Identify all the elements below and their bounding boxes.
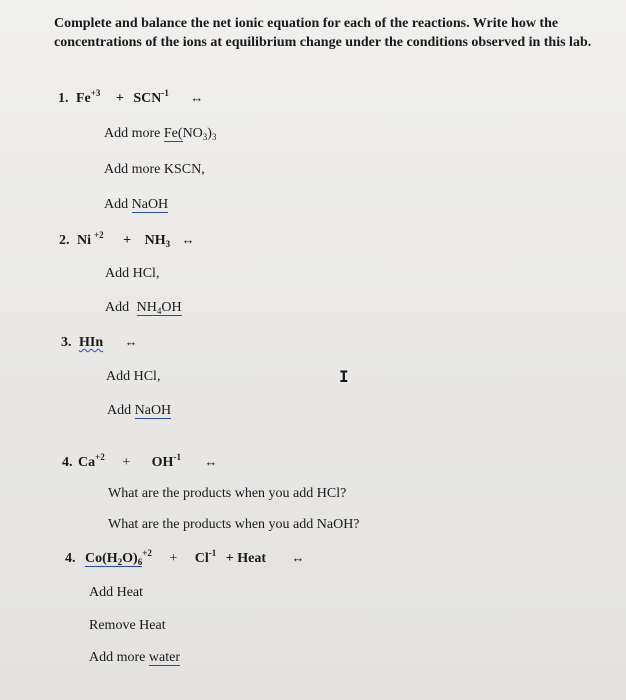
q1-condition-1-sub-a: 3 xyxy=(202,132,208,142)
q1-equation xyxy=(58,90,203,107)
q4b-condition-3-underlined: water xyxy=(148,650,180,665)
q3-condition-2-text: Add xyxy=(107,403,135,418)
q4a-equilibrium-arrow: ↔ xyxy=(204,454,218,469)
q4b-condition-3-text: Add more xyxy=(89,650,149,665)
q1-condition-1 xyxy=(104,126,216,142)
q4a-species-1: Ca xyxy=(78,455,96,470)
q1-equilibrium-arrow: ↔ xyxy=(190,90,204,105)
q1-condition-2: Add more KSCN, xyxy=(104,162,205,177)
q3-number: 3. xyxy=(61,335,72,350)
q2-equation xyxy=(59,232,195,249)
q2-condition-2 xyxy=(105,300,182,316)
text-cursor-icon: I xyxy=(339,367,349,386)
q2-equilibrium-arrow: ↔ xyxy=(181,232,195,247)
q3-equation xyxy=(61,334,138,351)
q1-condition-3-underlined: NaOH xyxy=(131,197,169,212)
q4b-species-2: Cl xyxy=(194,551,209,566)
q2-species-1: Ni xyxy=(77,233,91,248)
q1-condition-1-paren: ) xyxy=(207,126,212,141)
q4b-species-1 xyxy=(85,551,142,567)
q4a-condition-2: What are the products when you add NaOH? xyxy=(108,517,360,532)
q4b-species-1-sub-b: 6 xyxy=(137,557,143,567)
q1-species-1-charge: +3 xyxy=(90,88,101,98)
q1-condition-1-underlined: Fe( xyxy=(163,126,183,141)
q2-plus: + xyxy=(123,233,132,248)
q4a-species-2-charge: -1 xyxy=(173,452,181,462)
q2-species-2-sub: 3 xyxy=(165,239,171,249)
q4b-number: 4. xyxy=(65,551,76,566)
q4a-equation xyxy=(62,454,217,471)
q4a-species-1-charge: +2 xyxy=(95,452,105,462)
q4b-plus: + xyxy=(169,551,178,566)
q4b-condition-3 xyxy=(89,650,180,666)
q3-species-1: HIn xyxy=(79,335,104,350)
q4b-equation xyxy=(65,550,305,567)
q4b-equilibrium-arrow: ↔ xyxy=(291,550,305,565)
q3-condition-2-underlined: NaOH xyxy=(134,403,172,418)
q2-condition-2-nh: NH xyxy=(136,300,157,315)
q3-condition-1: Add HCl, xyxy=(106,369,161,384)
q1-condition-1-sub-b: 3 xyxy=(211,132,217,142)
q4b-species-2-charge: -1 xyxy=(208,548,217,558)
q4b-species-1-b: O) xyxy=(122,551,138,566)
q2-condition-2-oh: OH xyxy=(161,300,182,315)
q2-species-2: NH xyxy=(144,233,166,248)
q4a-condition-1: What are the products when you add HCl? xyxy=(108,486,347,501)
q1-condition-3 xyxy=(104,197,168,213)
q4a-plus: + xyxy=(122,455,131,470)
q4b-heat: + Heat xyxy=(225,551,267,566)
q2-condition-2-underlined xyxy=(137,300,182,316)
instructions-text: Complete and balance the net ionic equation for each of the reactions. Write how the concentrations of the ions at equilibrium change under the conditions observed in this lab. xyxy=(54,16,592,50)
q1-condition-3-text: Add xyxy=(104,197,132,212)
q3-condition-2 xyxy=(107,403,171,419)
q2-condition-2-sub: 4 xyxy=(156,306,162,316)
q1-species-1: Fe xyxy=(76,91,91,106)
q4a-number: 4. xyxy=(62,455,73,470)
q2-species-1-charge: +2 xyxy=(94,230,104,240)
q1-number: 1. xyxy=(58,91,69,106)
q2-condition-2-text: Add xyxy=(105,300,133,315)
q1-species-2: SCN xyxy=(133,91,162,106)
q2-condition-1: Add HCl, xyxy=(105,266,160,281)
q4b-species-1-a: Co(H xyxy=(85,551,118,566)
q4b-condition-2: Remove Heat xyxy=(89,618,166,633)
q1-condition-1-formula: NO xyxy=(182,126,203,141)
q3-equilibrium-arrow: ↔ xyxy=(124,334,138,349)
q1-condition-1-text: Add more xyxy=(104,126,164,141)
q4b-condition-1: Add Heat xyxy=(89,585,144,600)
q4b-species-1-charge: +2 xyxy=(142,548,152,558)
q1-plus: + xyxy=(115,91,124,106)
q4a-species-2: OH xyxy=(151,455,174,470)
q2-number: 2. xyxy=(59,233,70,248)
q1-species-2-charge: -1 xyxy=(161,88,169,98)
q4b-species-1-sub-a: 2 xyxy=(117,557,123,567)
